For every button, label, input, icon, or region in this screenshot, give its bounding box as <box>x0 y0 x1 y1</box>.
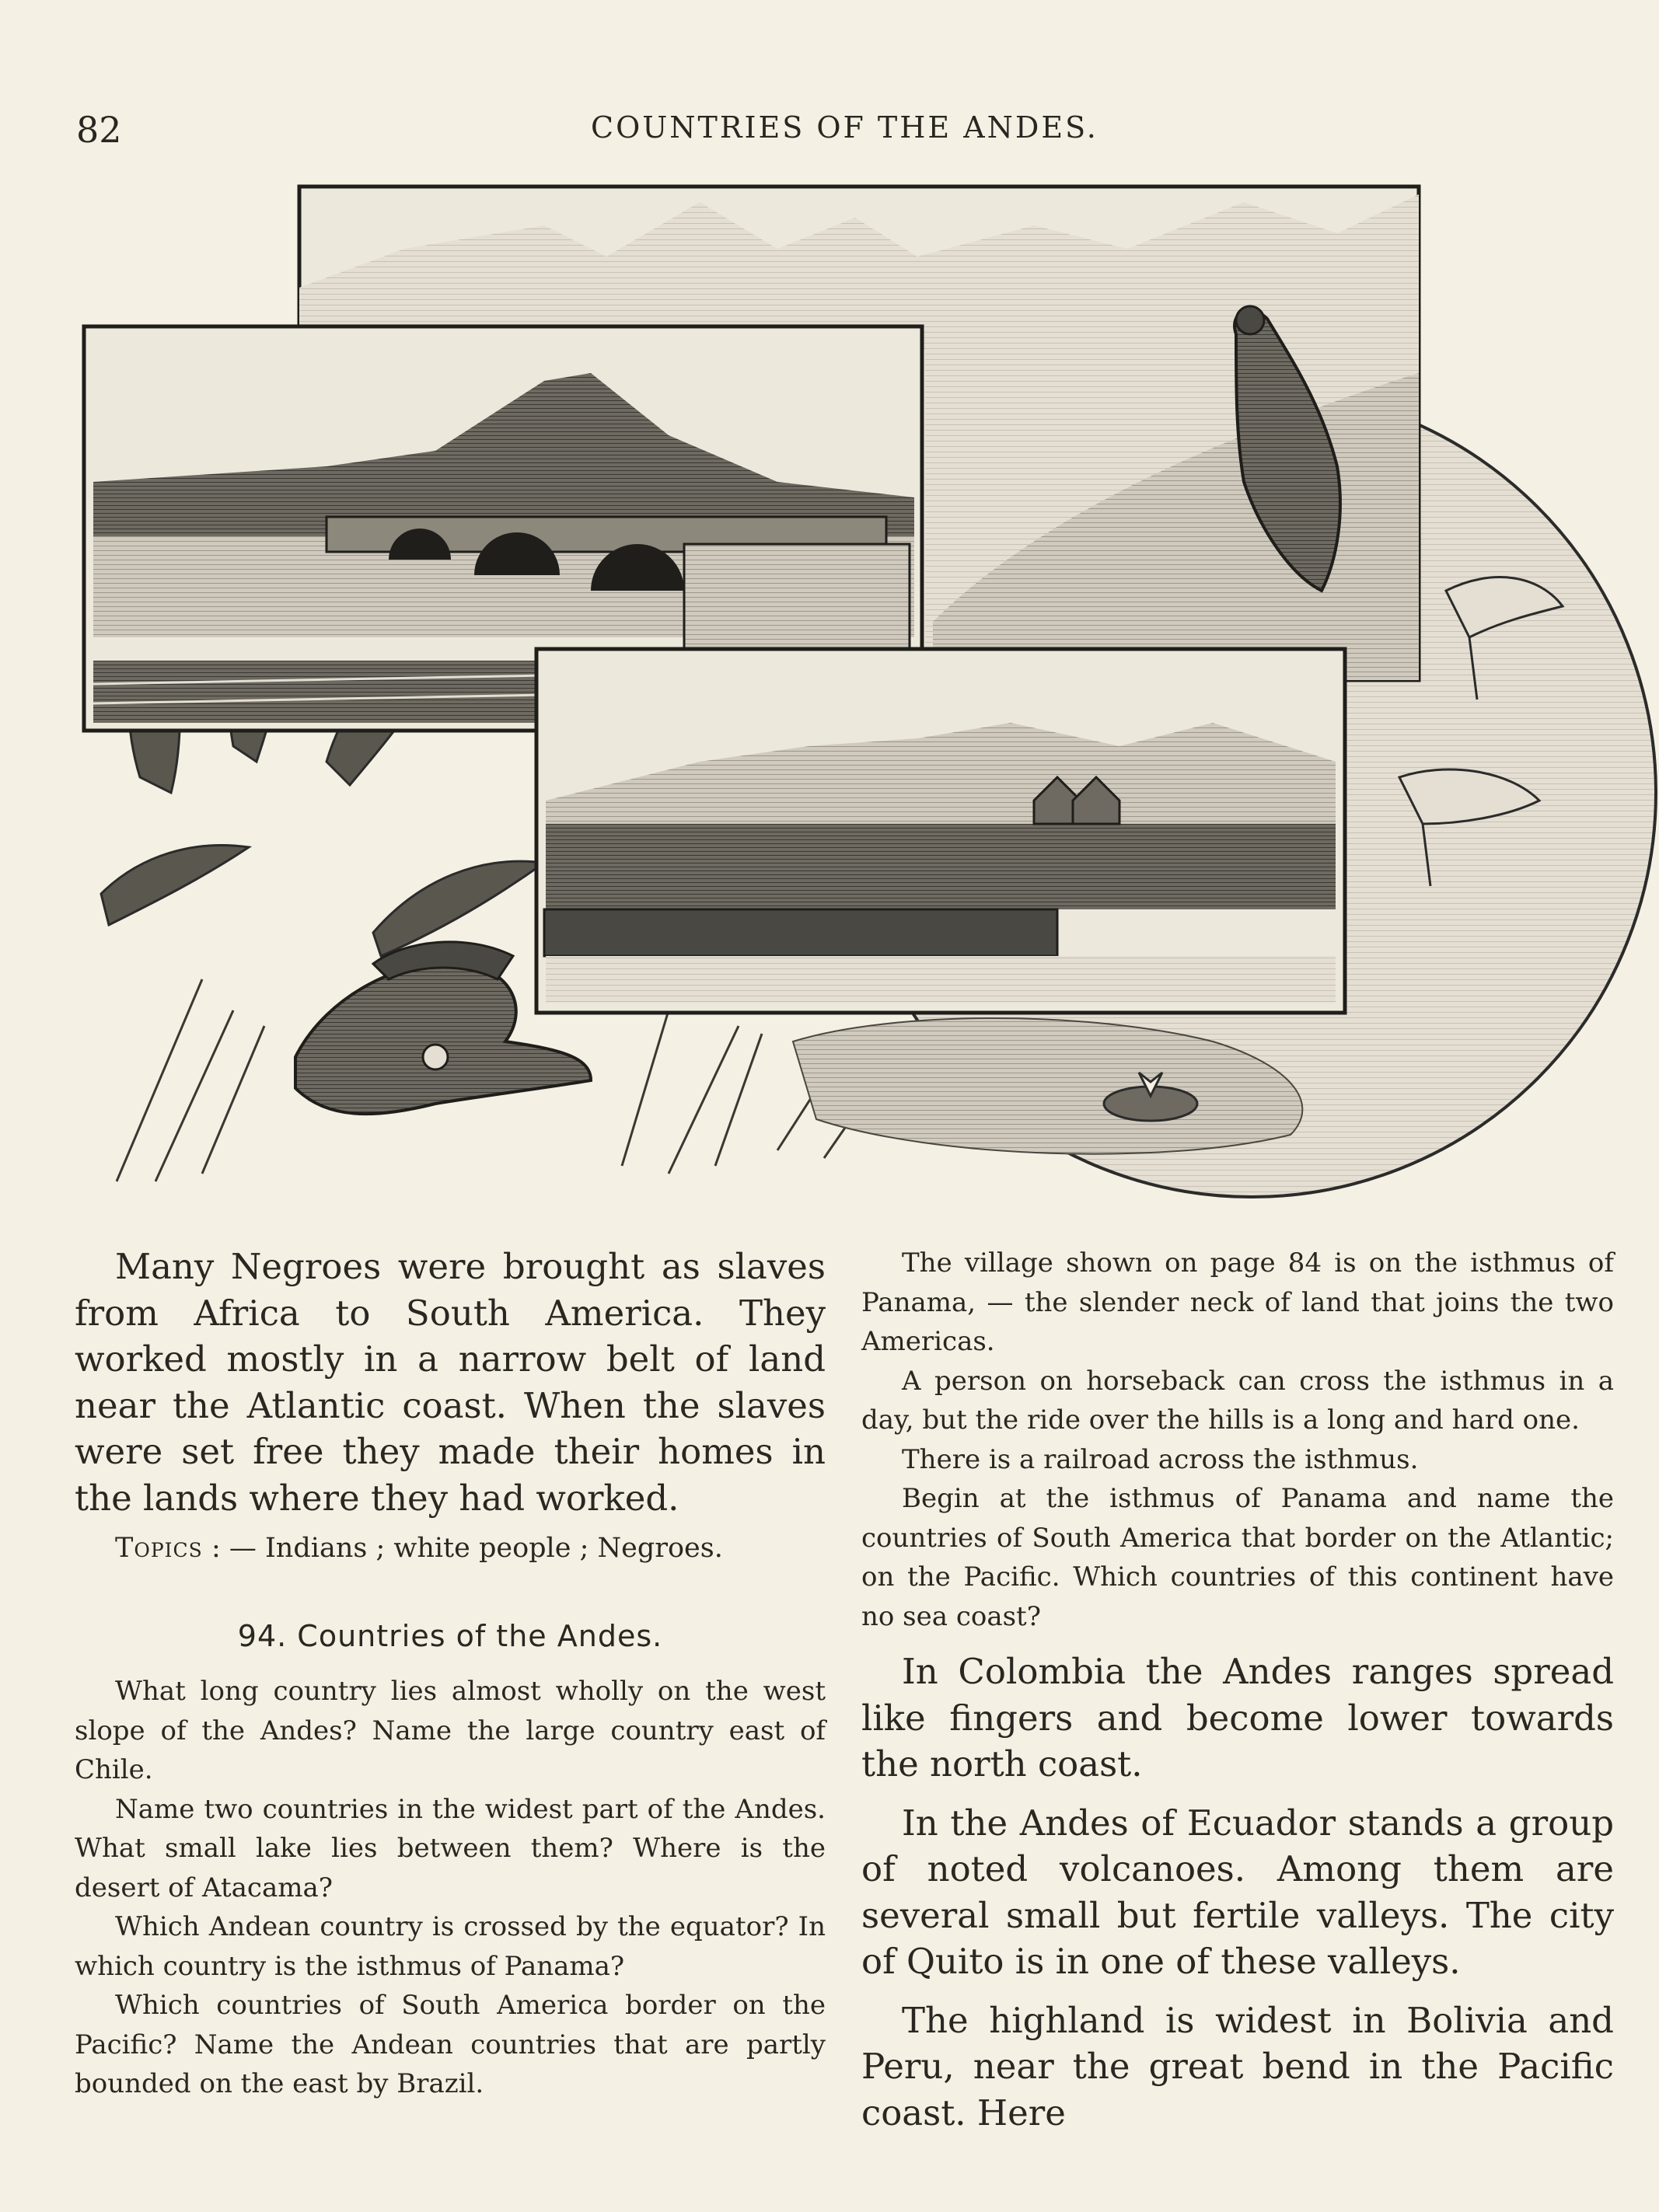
question-paragraph: Name two countries in the widest part of the Andes. What small lake lies between them? Where is the desert of Atacama? <box>75 1793 826 1903</box>
topics-line <box>115 1529 826 1568</box>
topics-text: : — Indians ; white people ; Negroes. <box>211 1533 723 1564</box>
question-paragraph: Which Andean country is crossed by the equator? In which country is the isthmus of Panama? <box>75 1911 826 1982</box>
question-paragraph: Which countries of South America border on the Pacific? Name the Andean countries that are partly bounded on the east by Brazil. <box>75 1990 826 2099</box>
intro-paragraph: Many Negroes were brought as slaves from Africa to South America. They worked mostly in a narrow belt of land near the Atlantic coast. When the slaves were set free they made their homes in the lands where they had worked. <box>75 1246 826 1519</box>
large-paragraph: In the Andes of Ecuador stands a group of noted volcanoes. Among them are several small but fertile valleys. The city of Quito is in one of these valleys. <box>861 1802 1614 1982</box>
left-column <box>75 1244 826 2104</box>
small-paragraph: A person on horseback can cross the isthmus in a day, but the ride over the hills is a long and hard one. <box>861 1365 1614 1436</box>
harbor-city-panel <box>536 649 1345 1013</box>
section-heading: 94. Countries of the Andes. <box>237 1619 663 1653</box>
page-number: 82 <box>76 109 122 151</box>
small-paragraph: The village shown on page 84 is on the isthmus of Panama, — the slender neck of land that joins the two Americas. <box>861 1247 1614 1357</box>
large-paragraph: The highland is widest in Bolivia and Peru, near the great bend in the Pacific coast. Here <box>861 1999 1614 2133</box>
large-paragraph: In Colombia the Andes ranges spread like fingers and become lower towards the north coast. <box>861 1651 1614 1785</box>
topics-label: Topics <box>115 1533 203 1564</box>
small-paragraph: Begin at the isthmus of Panama and name the countries of South America that border on the Atlantic; on the Pacific. Which countries of this continent have no sea coast? <box>861 1483 1614 1632</box>
running-title: COUNTRIES OF THE ANDES. <box>591 110 1098 145</box>
small-paragraph: There is a railroad across the isthmus. <box>902 1443 1419 1475</box>
right-column <box>861 1244 1614 2136</box>
question-paragraph: What long country lies almost wholly on the west slope of the Andes? Name the large country east of Chile. <box>75 1676 826 1785</box>
